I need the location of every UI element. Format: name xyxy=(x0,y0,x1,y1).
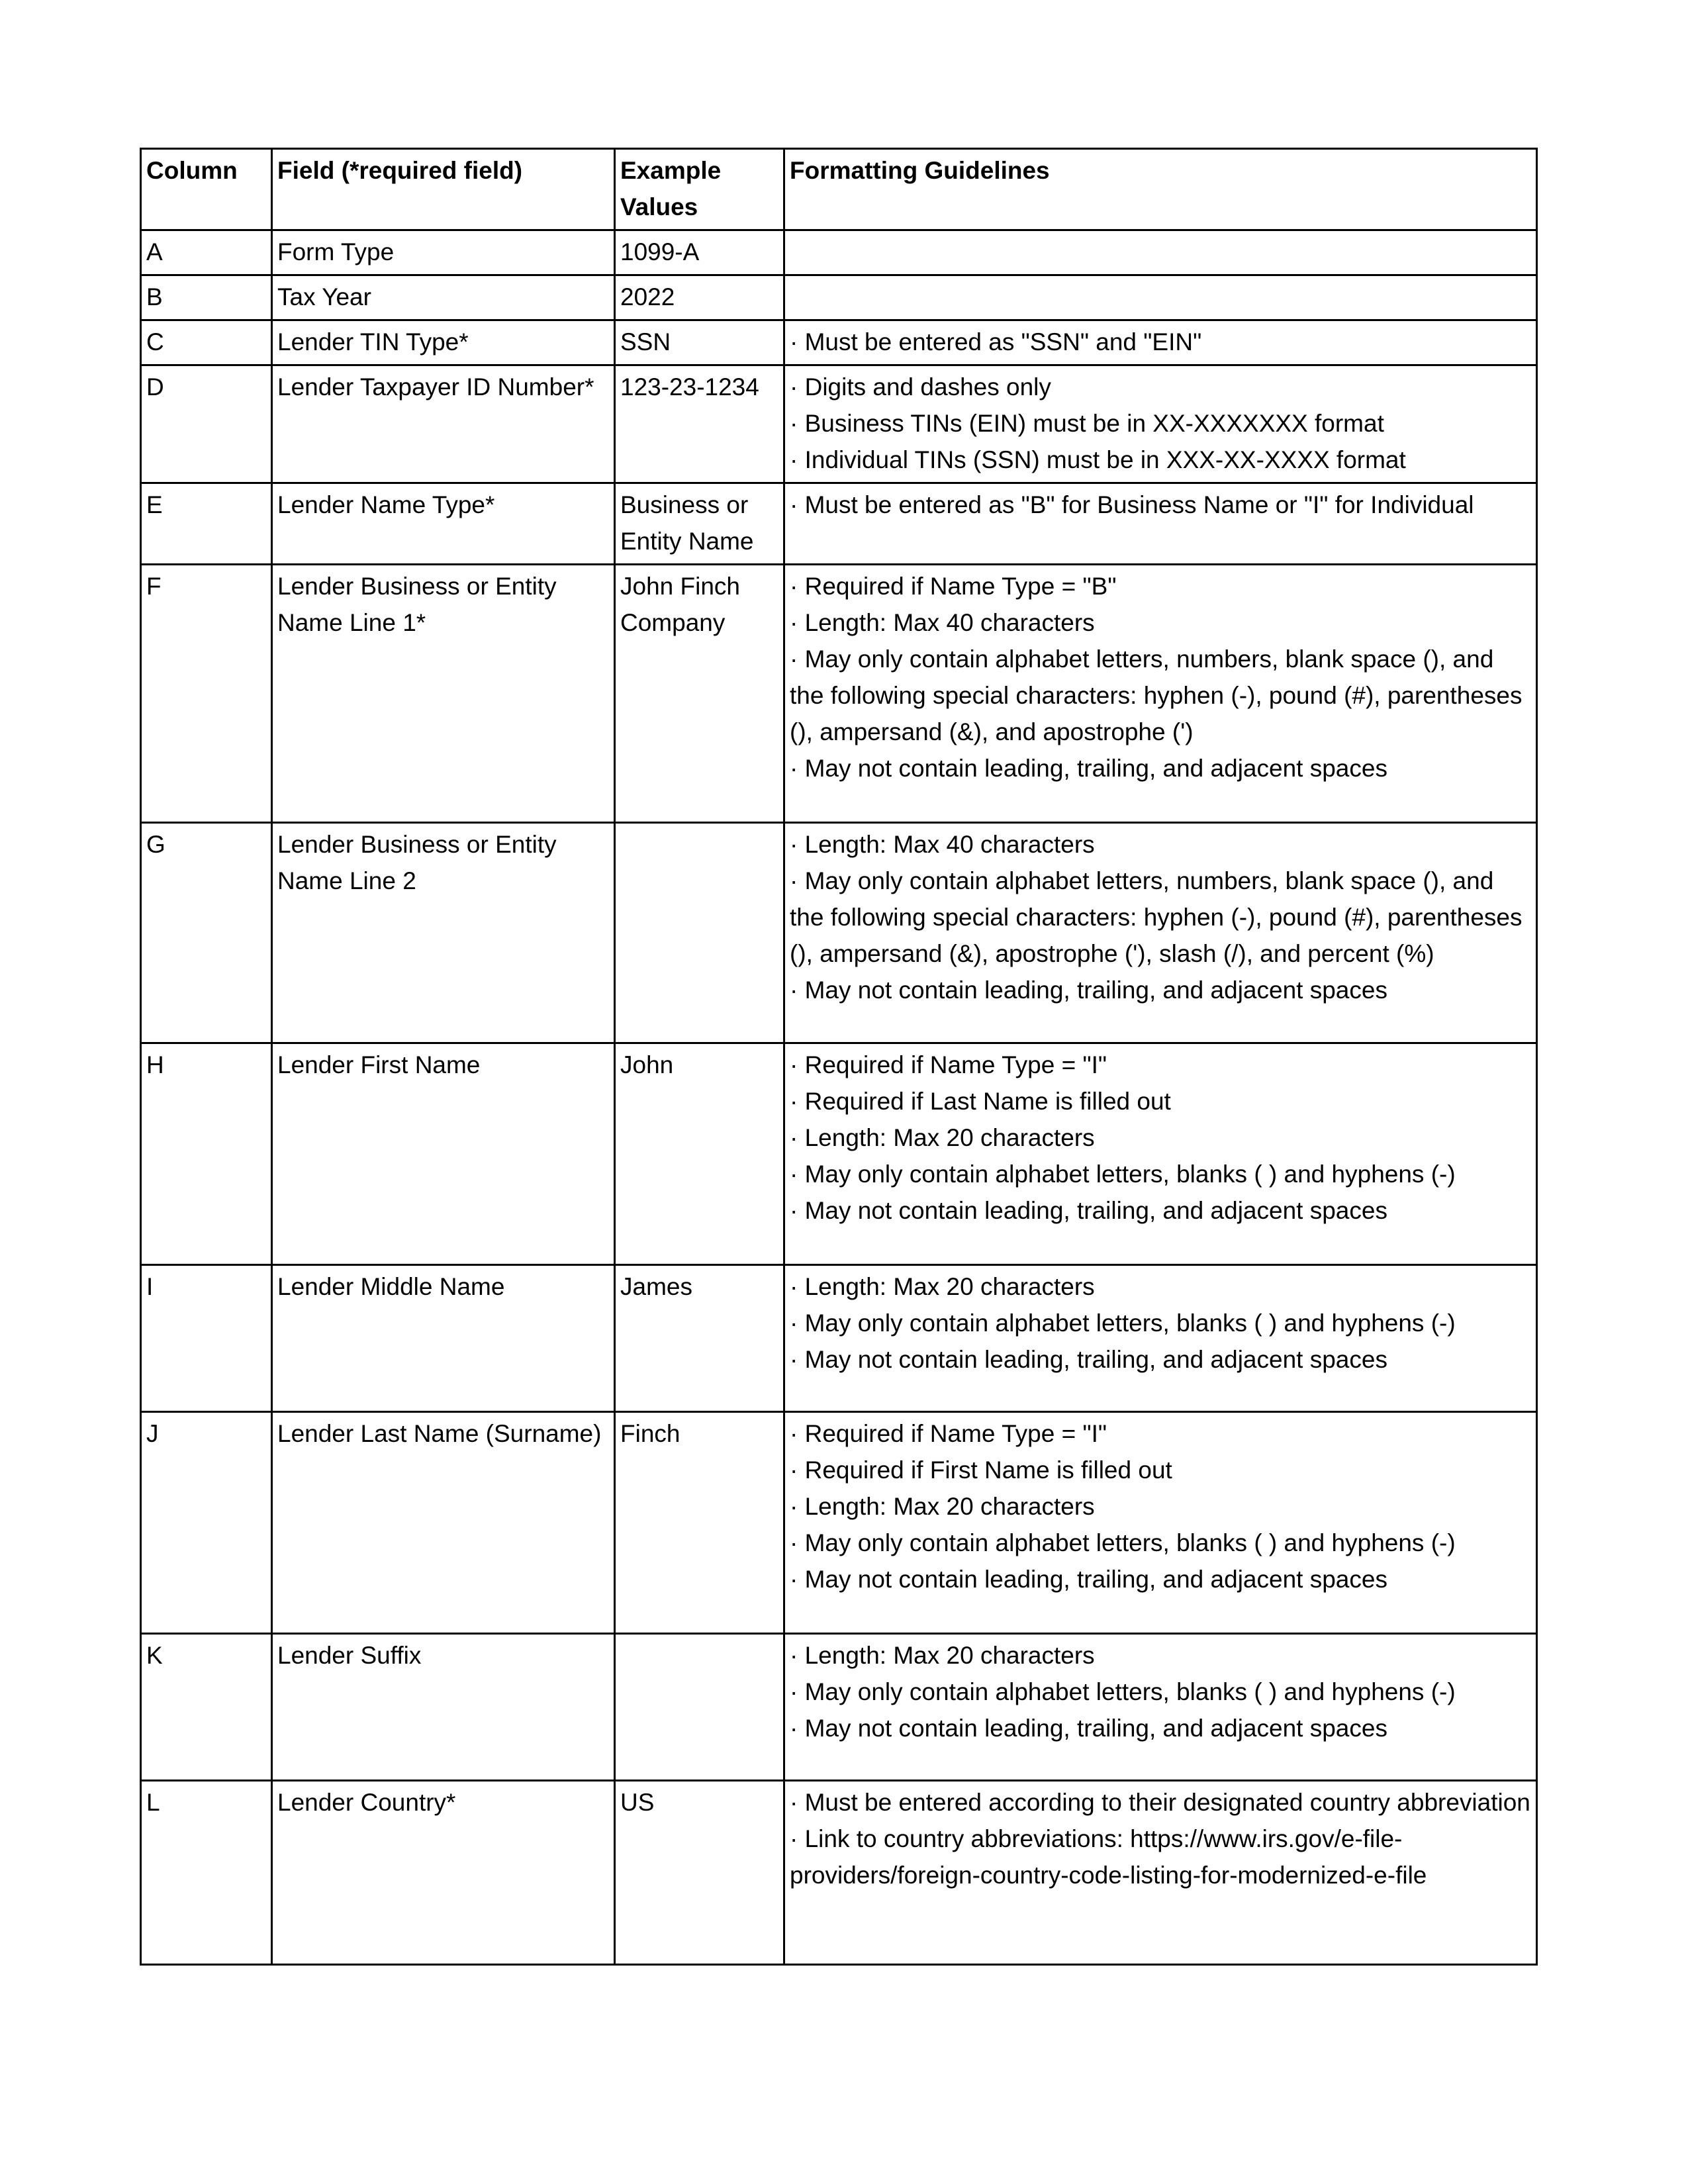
example-value-cell: Business or Entity Name xyxy=(615,483,784,565)
example-value-cell: John xyxy=(615,1043,784,1265)
guideline-item: · May not contain leading, trailing, and adjacent spaces xyxy=(790,1346,1387,1373)
guideline-item: · May not contain leading, trailing, and adjacent spaces xyxy=(790,1715,1387,1742)
guideline-item: · Must be entered according to their designated country abbreviation xyxy=(790,1789,1530,1816)
field-name-cell: Form Type xyxy=(272,230,615,275)
column-letter-cell: L xyxy=(141,1781,272,1965)
example-value-cell: 123-23-1234 xyxy=(615,365,784,483)
guideline-item: · May only contain alphabet letters, blanks ( ) and hyphens (-) xyxy=(790,1309,1456,1337)
table-row xyxy=(141,483,1537,565)
header-example-values: Example Values xyxy=(615,149,784,230)
field-name-cell: Tax Year xyxy=(272,275,615,320)
example-value-cell xyxy=(615,823,784,1043)
example-value-cell xyxy=(615,1634,784,1781)
field-name-cell: Lender First Name xyxy=(272,1043,615,1265)
guideline-item: · Must be entered as "SSN" and "EIN" xyxy=(790,328,1202,356)
guidelines-cell xyxy=(784,320,1537,365)
column-letter-cell: A xyxy=(141,230,272,275)
guideline-item: · Required if Name Type = "B" xyxy=(790,573,1117,600)
guideline-item: · Length: Max 20 characters xyxy=(790,1493,1095,1520)
guidelines-cell xyxy=(784,230,1537,275)
guidelines-cell xyxy=(784,565,1537,823)
header-formatting-guidelines: Formatting Guidelines xyxy=(784,149,1537,230)
column-letter-cell: D xyxy=(141,365,272,483)
example-value-cell: US xyxy=(615,1781,784,1965)
guideline-item: · May not contain leading, trailing, and adjacent spaces xyxy=(790,755,1387,782)
field-name-cell: Lender TIN Type* xyxy=(272,320,615,365)
column-letter-cell: H xyxy=(141,1043,272,1265)
guideline-item: · Length: Max 20 characters xyxy=(790,1124,1095,1151)
column-letter-cell: C xyxy=(141,320,272,365)
table-row xyxy=(141,1781,1537,1965)
guideline-item: · Individual TINs (SSN) must be in XXX-XX-XXXX format xyxy=(790,446,1406,473)
guideline-item: · May only contain alphabet letters, numbers, blank space (), and the following special characters: hyphen (-), pound (#), parentheses (), ampersand (&), and apostrophe (') xyxy=(790,645,1523,745)
table-row xyxy=(141,1412,1537,1634)
guidelines-cell xyxy=(784,1412,1537,1634)
guideline-item: · May not contain leading, trailing, and adjacent spaces xyxy=(790,1197,1387,1224)
field-name-cell: Lender Last Name (Surname) xyxy=(272,1412,615,1634)
header-column: Column xyxy=(141,149,272,230)
header-row xyxy=(141,149,1537,230)
guideline-item: · Length: Max 40 characters xyxy=(790,831,1095,858)
guideline-item: · May only contain alphabet letters, blanks ( ) and hyphens (-) xyxy=(790,1529,1456,1556)
table-row xyxy=(141,275,1537,320)
guideline-item: · May not contain leading, trailing, and adjacent spaces xyxy=(790,1566,1387,1593)
field-name-cell: Lender Business or Entity Name Line 2 xyxy=(272,823,615,1043)
column-letter-cell: G xyxy=(141,823,272,1043)
guideline-item: · Digits and dashes only xyxy=(790,373,1051,401)
column-letter-cell: F xyxy=(141,565,272,823)
field-spec-table xyxy=(140,148,1538,1966)
guideline-item: · May not contain leading, trailing, and adjacent spaces xyxy=(790,976,1387,1004)
table-row xyxy=(141,365,1537,483)
guidelines-cell xyxy=(784,823,1537,1043)
table-row xyxy=(141,230,1537,275)
column-letter-cell: J xyxy=(141,1412,272,1634)
column-letter-cell: B xyxy=(141,275,272,320)
field-name-cell: Lender Middle Name xyxy=(272,1265,615,1412)
guideline-item: · Length: Max 20 characters xyxy=(790,1273,1095,1300)
table-body xyxy=(141,230,1537,1965)
guideline-item: · Length: Max 20 characters xyxy=(790,1642,1095,1669)
example-value-cell: SSN xyxy=(615,320,784,365)
header-field: Field (*required field) xyxy=(272,149,615,230)
field-name-cell: Lender Name Type* xyxy=(272,483,615,565)
guideline-item: · May only contain alphabet letters, numbers, blank space (), and the following special characters: hyphen (-), pound (#), parentheses (), ampersand (&), apostrophe ('), slash (/), and percent (%) xyxy=(790,867,1523,967)
table-row xyxy=(141,1265,1537,1412)
field-name-cell: Lender Business or Entity Name Line 1* xyxy=(272,565,615,823)
table-row xyxy=(141,1634,1537,1781)
guidelines-cell xyxy=(784,1781,1537,1965)
guidelines-cell xyxy=(784,365,1537,483)
column-letter-cell: E xyxy=(141,483,272,565)
guidelines-cell xyxy=(784,1634,1537,1781)
example-value-cell: 1099-A xyxy=(615,230,784,275)
guideline-item: · Business TINs (EIN) must be in XX-XXXXXXX format xyxy=(790,410,1384,437)
table-row xyxy=(141,1043,1537,1265)
guideline-item: · Required if Name Type = "I" xyxy=(790,1051,1107,1078)
table-row xyxy=(141,823,1537,1043)
field-name-cell: Lender Country* xyxy=(272,1781,615,1965)
guideline-item: · Length: Max 40 characters xyxy=(790,609,1095,636)
column-letter-cell: K xyxy=(141,1634,272,1781)
field-name-cell: Lender Taxpayer ID Number* xyxy=(272,365,615,483)
field-name-cell: Lender Suffix xyxy=(272,1634,615,1781)
guidelines-cell xyxy=(784,275,1537,320)
guideline-item: · May only contain alphabet letters, blanks ( ) and hyphens (-) xyxy=(790,1161,1456,1188)
table-row xyxy=(141,565,1537,823)
guideline-item: · Required if Last Name is filled out xyxy=(790,1088,1171,1115)
example-value-cell: John Finch Company xyxy=(615,565,784,823)
column-letter-cell: I xyxy=(141,1265,272,1412)
example-value-cell: Finch xyxy=(615,1412,784,1634)
guidelines-cell xyxy=(784,483,1537,565)
guidelines-cell xyxy=(784,1043,1537,1265)
guideline-item: · Required if First Name is filled out xyxy=(790,1456,1172,1484)
guideline-item: · Link to country abbreviations: https://www.irs.gov/e-file-providers/foreign-country-code-listing-for-modernized-e-file xyxy=(790,1825,1427,1889)
guidelines-cell xyxy=(784,1265,1537,1412)
table-row xyxy=(141,320,1537,365)
example-value-cell: James xyxy=(615,1265,784,1412)
guideline-item: · May only contain alphabet letters, blanks ( ) and hyphens (-) xyxy=(790,1678,1456,1705)
guideline-item: · Must be entered as "B" for Business Name or "I" for Individual xyxy=(790,491,1474,518)
example-value-cell: 2022 xyxy=(615,275,784,320)
guideline-item: · Required if Name Type = "I" xyxy=(790,1420,1107,1447)
